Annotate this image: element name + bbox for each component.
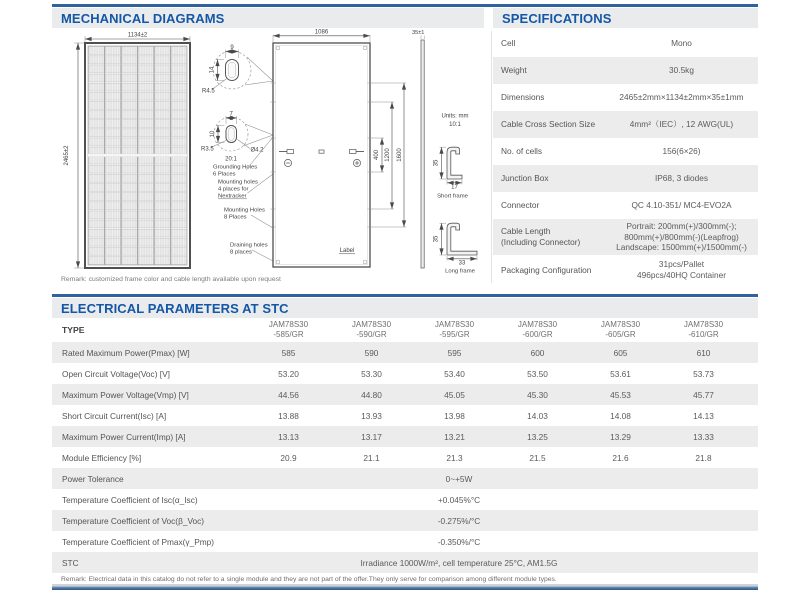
mechanical-drawing [52, 28, 489, 286]
specifications-header-bar [493, 8, 758, 28]
back-view-drawing [271, 30, 407, 268]
detail-scale-label: 20:1 [225, 156, 237, 163]
electrical-section-title: ELECTRICAL PARAMETERS AT STC [61, 300, 289, 316]
model-column-header: JAM78S30 -605/GR [600, 319, 641, 339]
mechanical-section-title: MECHANICAL DIAGRAMS [61, 10, 225, 26]
table-row [52, 552, 758, 573]
dim-1600: 1600 [397, 148, 403, 162]
dim-hole2-diameter: Ø4.2 [250, 147, 264, 154]
cell-value: +0.045%°C [437, 494, 481, 505]
spec-value: IP68, 3 diodes [654, 173, 709, 184]
cell-value: 605 [613, 347, 628, 358]
table-row [52, 447, 758, 468]
spec-value: QC 4.10-351/ MC4-EVO2A [631, 200, 732, 211]
cell-value: 13.98 [444, 410, 465, 421]
cell-value: -0.275%/°C [437, 515, 481, 526]
cell-value: 13.21 [444, 431, 465, 442]
row-label: Rated Maximum Power(Pmax) [W] [62, 347, 190, 358]
cell-value: 21.6 [612, 452, 629, 463]
svg-text:10:1: 10:1 [449, 122, 461, 128]
cell-value: 45.05 [444, 389, 465, 400]
spec-value: 4mm²（IEC）, 12 AWG(UL) [629, 119, 734, 130]
spec-label: Cable Length (Including Connector) [501, 226, 581, 247]
table-row [493, 84, 758, 111]
row-label: Open Circuit Voltage(Voc) [V] [62, 368, 170, 379]
dim-1200: 1200 [385, 148, 391, 162]
cell-value: 53.73 [693, 368, 714, 379]
draining-holes-label: Draining holes [230, 242, 268, 249]
dim-hole1-radius: R4.5 [202, 88, 215, 95]
spec-label: Cell [501, 38, 516, 49]
mounting-hole-detail [202, 45, 273, 95]
dim-front-width: 1134±2 [127, 32, 148, 39]
table-row [493, 219, 758, 255]
spec-value: Mono [671, 38, 692, 49]
spec-label: Packaging Configuration [501, 264, 592, 275]
dim-short-frame-width: 17 [451, 184, 458, 191]
spec-value: 30.5kg [669, 65, 694, 76]
table-row [52, 468, 758, 489]
model-column-header: JAM78S30 -600/GR [517, 319, 558, 339]
cell-value: 13.13 [278, 431, 299, 442]
cell-value: -0.350%/°C [437, 536, 481, 547]
cell-value: 44.56 [278, 389, 299, 400]
cell-value: 53.50 [527, 368, 548, 379]
top-divider [52, 4, 758, 7]
svg-text:8 places: 8 places [230, 249, 252, 256]
cell-value: 14.13 [693, 410, 714, 421]
cell-value: 13.25 [527, 431, 548, 442]
cell-value: 14.03 [527, 410, 548, 421]
table-row [52, 510, 758, 531]
specifications-section [493, 8, 758, 285]
short-frame-section [434, 147, 469, 199]
model-column-header: JAM78S30 -590/GR [351, 319, 392, 339]
model-column-header: JAM78S30 -585/GR [268, 319, 309, 339]
table-row [493, 192, 758, 219]
cell-value: 53.20 [278, 368, 299, 379]
short-frame-label: Short frame [437, 193, 468, 200]
section-divider [52, 294, 758, 297]
table-row [52, 363, 758, 384]
table-row [493, 255, 758, 285]
footer-bar [52, 584, 758, 590]
cell-value: 45.77 [693, 389, 714, 400]
row-label: Temperature Coefficient of Voc(β_Voc) [62, 515, 205, 526]
mechanical-header-bar [52, 8, 484, 28]
cell-value: 13.29 [610, 431, 631, 442]
junction-box-icon [279, 150, 364, 154]
dim-back-width: 1086 [314, 29, 329, 36]
row-label: Temperature Coefficient of Isc(α_Isc) [62, 494, 198, 505]
svg-text:4 places for: 4 places for [218, 186, 249, 193]
dim-front-height: 2465±2 [64, 145, 70, 166]
cell-value: 600 [530, 347, 545, 358]
long-frame-section [434, 223, 478, 274]
table-row [52, 489, 758, 510]
dim-hole1-height: 14 [209, 66, 216, 74]
cell-value: 20.9 [280, 452, 297, 463]
spec-value: 2465±2mm×1134±2mm×35±1mm [619, 92, 744, 103]
cell-value: 53.30 [361, 368, 382, 379]
grounding-holes-label: Grounding Holes [213, 164, 258, 171]
dim-hole1-width: 9 [230, 45, 234, 51]
row-label: STC [62, 557, 79, 568]
cell-value: 14.08 [610, 410, 631, 421]
cell-value: 595 [447, 347, 462, 358]
table-row [493, 165, 758, 192]
cell-value: 53.40 [444, 368, 465, 379]
side-profile-drawing [412, 30, 424, 268]
specifications-section-title: SPECIFICATIONS [502, 10, 612, 26]
svg-text:6 Places: 6 Places [213, 171, 236, 178]
cell-value: 13.88 [278, 410, 299, 421]
specifications-table [493, 30, 758, 285]
row-label: Maximum Power Current(Imp) [A] [62, 431, 186, 442]
section-divider [491, 31, 492, 283]
cell-value: 44.80 [361, 389, 382, 400]
row-label: Power Tolerance [62, 473, 124, 484]
units-note [442, 114, 469, 129]
row-label: Short Circuit Current(Isc) [A] [62, 410, 167, 421]
svg-text:Nextracker: Nextracker [218, 193, 247, 200]
spec-value: 31pcs/Pallet 496pcs/40HQ Container [636, 259, 726, 280]
cell-value: 0~+5W [445, 473, 473, 484]
mechanical-remark: Remark: customized frame color and cable length available upon request [61, 276, 281, 283]
model-column-header: JAM78S30 -610/GR [683, 319, 724, 339]
spec-label: Cable Cross Section Size [501, 119, 596, 130]
cell-value: 21.5 [529, 452, 546, 463]
cell-value: 53.61 [610, 368, 631, 379]
table-row [493, 30, 758, 57]
cell-value: 21.8 [695, 452, 712, 463]
cell-value: 13.17 [361, 431, 382, 442]
spec-label: Junction Box [501, 173, 549, 184]
table-header-row [52, 318, 758, 342]
dim-hole2-width: 7 [229, 111, 233, 118]
cell-value: 610 [696, 347, 711, 358]
cell-value: Irradiance 1000W/m², cell temperature 25°C, AM1.5G [360, 557, 558, 568]
dim-hole2-height: 10 [210, 130, 216, 138]
mechanical-diagrams-section [52, 8, 484, 28]
cell-value: 13.33 [693, 431, 714, 442]
table-row [52, 384, 758, 405]
cell-value: 45.53 [610, 389, 631, 400]
table-row [493, 138, 758, 165]
dim-long-frame-height: 35 [433, 235, 440, 243]
dim-long-frame-width: 33 [458, 260, 466, 267]
table-row [52, 342, 758, 363]
row-label: Module Efficiency [%] [62, 452, 142, 463]
grounding-hole-detail [201, 112, 273, 163]
dim-short-frame-height: 35 [433, 159, 440, 167]
model-column-header: JAM78S30 -595/GR [434, 319, 475, 339]
svg-text:Units: mm: Units: mm [441, 113, 469, 120]
back-label-text: Label [339, 248, 355, 254]
table-row [493, 111, 758, 138]
table-row [52, 405, 758, 426]
table-row [52, 426, 758, 447]
mounting-holes-label: Mounting Holes [224, 207, 265, 214]
spec-label: No. of cells [501, 146, 543, 157]
spec-label: Connector [501, 200, 540, 211]
cell-value: 21.3 [446, 452, 463, 463]
back-frame [273, 43, 370, 267]
nextracker-holes-label: Mounting holes [218, 179, 258, 186]
cell-value: 13.93 [361, 410, 382, 421]
table-row [52, 531, 758, 552]
electrical-header-bar [52, 298, 758, 318]
row-label: Temperature Coefficient of Pmax(γ_Pmp) [62, 536, 215, 547]
dim-side-thickness: 35±1 [412, 29, 425, 36]
dim-400: 400 [374, 149, 380, 161]
long-frame-label: Long frame [445, 268, 475, 275]
spec-value: 156(6×26) [662, 146, 701, 157]
row-label: Maximum Power Voltage(Vmp) [V] [62, 389, 189, 400]
type-column-header: TYPE [62, 325, 85, 335]
electrical-parameters-section [52, 294, 758, 583]
spec-label: Dimensions [501, 92, 545, 103]
front-view-drawing [64, 33, 190, 269]
spec-label: Weight [501, 65, 527, 76]
dim-hole2-radius: R3.5 [201, 146, 214, 153]
cell-value: 21.1 [363, 452, 380, 463]
svg-text:8 Places: 8 Places [224, 214, 247, 221]
drawing-callouts [213, 137, 273, 261]
table-row [493, 57, 758, 84]
cell-value: 45.30 [527, 389, 548, 400]
electrical-remark: Remark: Electrical data in this catalog do not refer to a single module and they are not part of the offer.They only serve for comparison among different module types. [61, 576, 557, 583]
cell-value: 585 [281, 347, 296, 358]
cell-value: 590 [364, 347, 379, 358]
spec-value: Portrait: 200mm(+)/300mm(-); 800mm(+)/800mm(-)(Leapfrog) Landscape: 1500mm(+)/1500mm(-) [616, 220, 747, 253]
